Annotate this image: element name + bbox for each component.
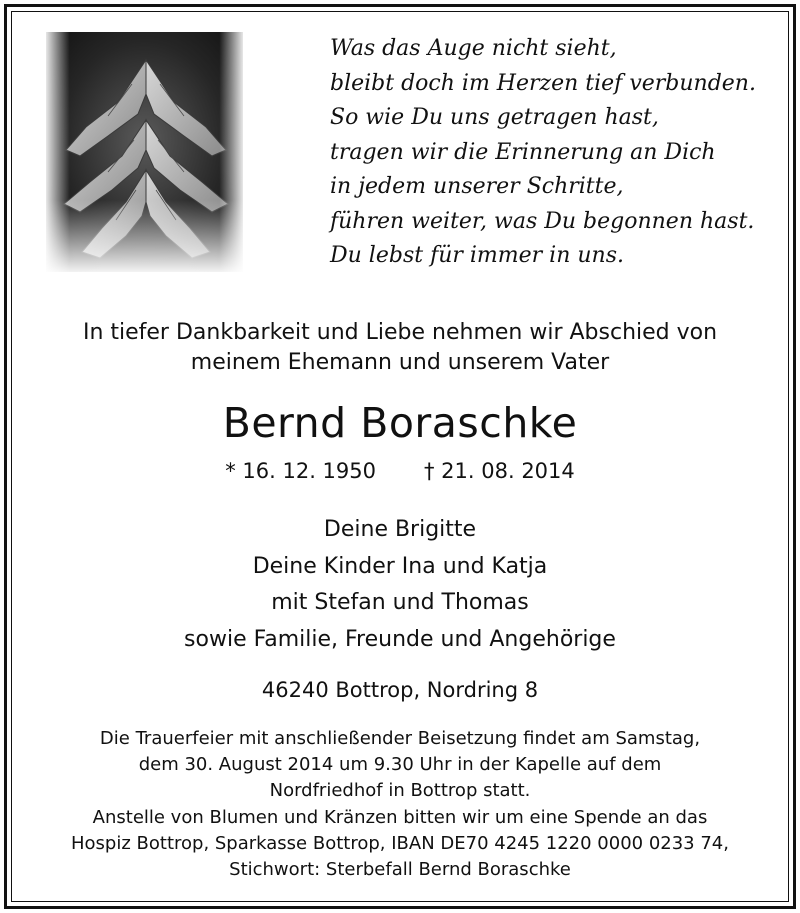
birth-date: * 16. 12. 1950: [225, 459, 376, 483]
intro-text: [0, 318, 800, 378]
deceased-name: Bernd Boraschke: [222, 399, 578, 447]
info-line: Anstelle von Blumen und Kränzen bitten wir um eine Spende an das: [92, 806, 708, 828]
poem-line: in jedem unserer Schritte,: [330, 174, 624, 199]
praying-hands-photo: [46, 32, 243, 272]
mourners: [0, 512, 800, 658]
mourner-line: mit Stefan und Thomas: [271, 590, 529, 615]
info-line: Hospiz Bottrop, Sparkasse Bottrop, IBAN DE70 4245 1220 0000 0233 74,: [71, 832, 729, 854]
poem-line: tragen wir die Erinnerung an Dich: [330, 139, 716, 165]
life-dates: [0, 456, 800, 486]
intro-line: In tiefer Dankbarkeit und Liebe nehmen wir Abschied von: [82, 320, 718, 345]
info-line: Die Trauerfeier mit anschließender Beisetzung findet am Samstag,: [99, 728, 701, 749]
mourner-line: sowie Familie, Freunde und Angehörige: [184, 626, 616, 652]
info-line: Stichwort: Sterbefall Bernd Boraschke: [229, 859, 571, 881]
funeral-info: [0, 726, 800, 883]
death-date: † 21. 08. 2014: [424, 459, 575, 483]
poem-line: Was das Auge nicht sieht,: [330, 36, 617, 61]
poem-line: Du lebst für immer in uns.: [330, 243, 624, 268]
address: 46240 Bottrop, Nordring 8: [261, 678, 539, 702]
poem-line: bleibt doch im Herzen tief verbunden.: [330, 70, 756, 96]
poem: [330, 32, 780, 274]
info-line: Nordfriedhof in Bottrop statt.: [269, 780, 531, 802]
mourner-line: Deine Kinder Ina und Katja: [252, 553, 548, 579]
info-line: dem 30. August 2014 um 9.30 Uhr in der Kapelle auf dem: [138, 754, 662, 776]
intro-line: meinem Ehemann und unserem Vater: [190, 350, 610, 375]
poem-line: führen weiter, was Du begonnen hast.: [330, 208, 755, 234]
mourner-line: Deine Brigitte: [323, 517, 477, 542]
poem-line: So wie Du uns getragen hast,: [330, 105, 659, 130]
